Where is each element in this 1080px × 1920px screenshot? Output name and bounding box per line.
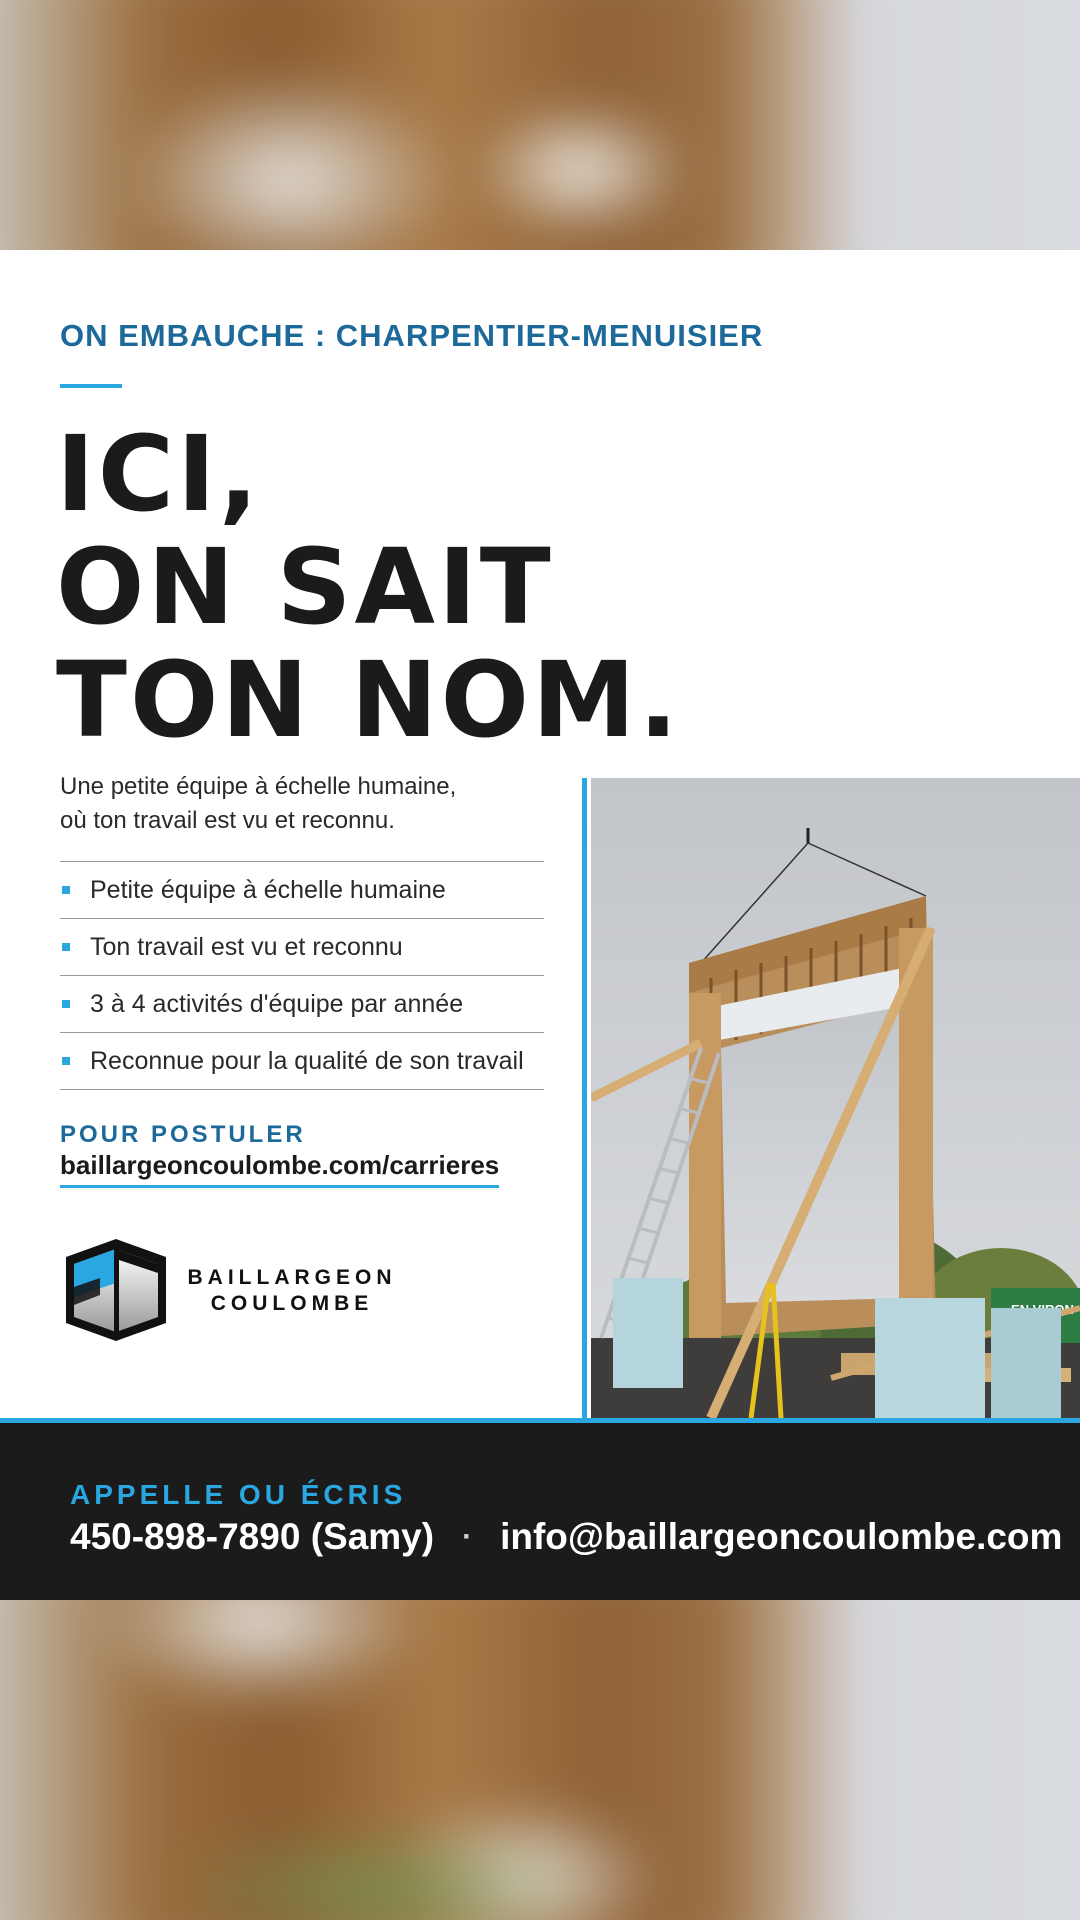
headline-line: TON NOM. bbox=[56, 639, 682, 761]
square-bullet-icon bbox=[62, 943, 70, 951]
logo-line: COULOMBE bbox=[210, 1292, 374, 1315]
photo-accent-rule bbox=[582, 778, 587, 1418]
contact-label: APPELLE OU ÉCRIS bbox=[70, 1479, 407, 1510]
feature-item bbox=[60, 919, 544, 976]
logo-cube-icon bbox=[60, 1235, 172, 1345]
phone-number[interactable]: 450-898-7890 (Samy) bbox=[70, 1516, 435, 1557]
feature-item bbox=[60, 862, 544, 919]
square-bullet-icon bbox=[62, 1057, 70, 1065]
careers-link[interactable]: baillargeoncoulombe.com/carrieres bbox=[60, 1150, 499, 1188]
contact-band bbox=[0, 1423, 1080, 1600]
email-address[interactable]: info@baillargeoncoulombe.com bbox=[500, 1516, 1063, 1557]
eyebrow-divider bbox=[60, 384, 122, 388]
feature-item bbox=[60, 1033, 544, 1090]
intro-line: Une petite équipe à échelle humaine, bbox=[60, 773, 457, 800]
feature-list bbox=[60, 861, 544, 1090]
construction-photo bbox=[591, 778, 1080, 1418]
headline-line: ON SAIT bbox=[56, 526, 554, 648]
feature-label: Ton travail est vu et reconnu bbox=[90, 932, 403, 961]
square-bullet-icon bbox=[62, 886, 70, 894]
feature-label: 3 à 4 activités d'équipe par année bbox=[90, 989, 464, 1018]
intro-line: où ton travail est vu et reconnu. bbox=[60, 807, 395, 834]
intro-text bbox=[60, 770, 540, 838]
apply-label: POUR POSTULER bbox=[60, 1121, 306, 1148]
background-photo-top bbox=[0, 0, 1080, 250]
separator-dot: · bbox=[462, 1520, 473, 1553]
feature-item bbox=[60, 976, 544, 1033]
feature-label: Petite équipe à échelle humaine bbox=[90, 875, 446, 904]
contact-details bbox=[70, 1516, 1062, 1558]
square-bullet-icon bbox=[62, 1000, 70, 1008]
company-logo bbox=[60, 1235, 410, 1345]
headline-line: ICI, bbox=[56, 413, 262, 535]
background-photo-bottom bbox=[0, 1600, 1080, 1920]
feature-label: Reconnue pour la qualité de son travail bbox=[90, 1046, 524, 1075]
job-title-eyebrow: ON EMBAUCHE : CHARPENTIER-MENUISIER bbox=[60, 318, 764, 353]
logo-line: BAILLARGEON bbox=[187, 1266, 397, 1289]
logo-wordmark bbox=[182, 1265, 402, 1317]
headline bbox=[56, 413, 756, 761]
